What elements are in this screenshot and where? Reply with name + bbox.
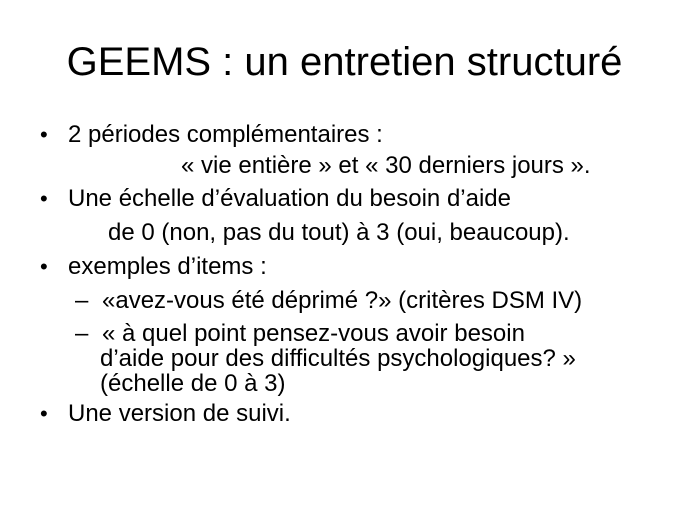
bullet-icon: • <box>40 122 48 147</box>
item-4-line-1: Une version de suivi. <box>68 400 291 427</box>
dash-icon: – <box>75 287 89 314</box>
dash-icon: – <box>75 320 89 347</box>
bullet-icon: • <box>40 401 48 426</box>
bullet-icon: • <box>40 254 48 279</box>
subitem-2-line-1: « à quel point pensez-vous avoir besoin <box>102 320 525 347</box>
item-1-line-1: 2 périodes complémentaires : <box>68 121 383 148</box>
slide-title: GEEMS : un entretien structuré <box>66 40 623 84</box>
item-1-line-2: « vie entière » et « 30 derniers jours ». <box>181 152 591 179</box>
subitem-2-line-2: d’aide pour des difficultés psychologiques? » <box>100 345 576 372</box>
subitem-2-line-3: (échelle de 0 à 3) <box>100 370 286 397</box>
subitem-1-line-1: «avez-vous été déprimé ?» (critères DSM IV) <box>102 287 583 314</box>
item-3-line-1: exemples d’items : <box>68 253 267 280</box>
bullet-icon: • <box>40 186 48 211</box>
item-2-line-1: Une échelle d’évaluation du besoin d’aide <box>68 185 511 212</box>
item-2-line-2: de 0 (non, pas du tout) à 3 (oui, beaucoup). <box>108 219 570 246</box>
